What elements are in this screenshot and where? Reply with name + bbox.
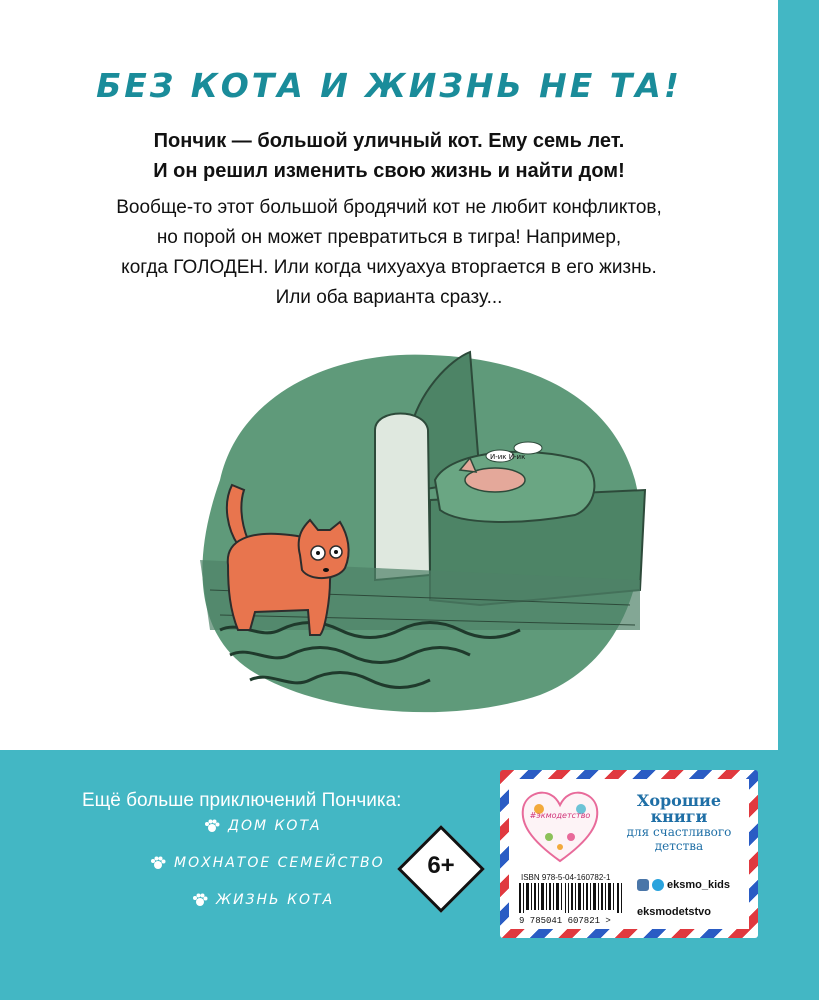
barcode-icon bbox=[519, 883, 623, 913]
more-books-heading: Ещё больше приключений Пончика: bbox=[82, 790, 402, 811]
publisher-envelope bbox=[500, 770, 758, 938]
paw-icon bbox=[150, 856, 166, 870]
tagline-line: детства bbox=[654, 839, 704, 853]
series-item bbox=[192, 892, 334, 908]
lead-line: И он решил изменить свою жизнь и найти дом! bbox=[153, 160, 625, 182]
site-handle: eksmodetstvo bbox=[637, 906, 711, 918]
paw-icon bbox=[192, 893, 208, 907]
series-item bbox=[204, 818, 322, 834]
heart-logo-icon bbox=[519, 787, 601, 865]
social-handle bbox=[637, 879, 741, 891]
series-item bbox=[150, 855, 385, 871]
paw-icon bbox=[204, 819, 220, 833]
speech-text: И-ик И-ик bbox=[490, 453, 526, 461]
barcode-number: 9 785041 607821 > bbox=[519, 916, 611, 926]
body-line: Вообще-то этот большой бродячий кот не любит конфликтов, bbox=[116, 197, 662, 218]
cover-title: БЕЗ КОТА И ЖИЗНЬ НЕ ТА! bbox=[96, 66, 682, 105]
lead-line: Пончик — большой уличный кот. Ему семь лет. bbox=[153, 130, 625, 152]
book-title: ДОМ КОТА bbox=[228, 818, 322, 834]
tagline-line: книги bbox=[650, 807, 708, 826]
tagline-line: для счастливого bbox=[626, 825, 732, 839]
cat-illustration bbox=[180, 330, 650, 720]
body-line: но порой он может превратиться в тигра! Например, bbox=[156, 227, 622, 248]
envelope-card bbox=[509, 779, 749, 929]
telegram-icon bbox=[652, 879, 664, 891]
body-line: когда ГОЛОДЕН. Или когда чихуахуа вторгается в его жизнь. bbox=[121, 257, 657, 278]
book-title: МОХНАТОЕ СЕМЕЙСТВО bbox=[174, 855, 385, 871]
book-title: ЖИЗНЬ КОТА bbox=[216, 892, 335, 908]
social-handle-text: eksmo_kids bbox=[667, 879, 730, 891]
description-text bbox=[0, 193, 778, 313]
publisher-tagline bbox=[615, 793, 743, 853]
body-line: Или оба варианта сразу... bbox=[275, 287, 503, 308]
age-rating-label: 6+ bbox=[427, 852, 455, 879]
heart-label: #экмодетство bbox=[529, 811, 591, 820]
vk-icon bbox=[637, 879, 649, 891]
lead-text bbox=[0, 126, 778, 186]
tagline-line: Хорошие bbox=[636, 791, 722, 810]
isbn-text: ISBN 978-5-04-160782-1 bbox=[521, 873, 611, 882]
